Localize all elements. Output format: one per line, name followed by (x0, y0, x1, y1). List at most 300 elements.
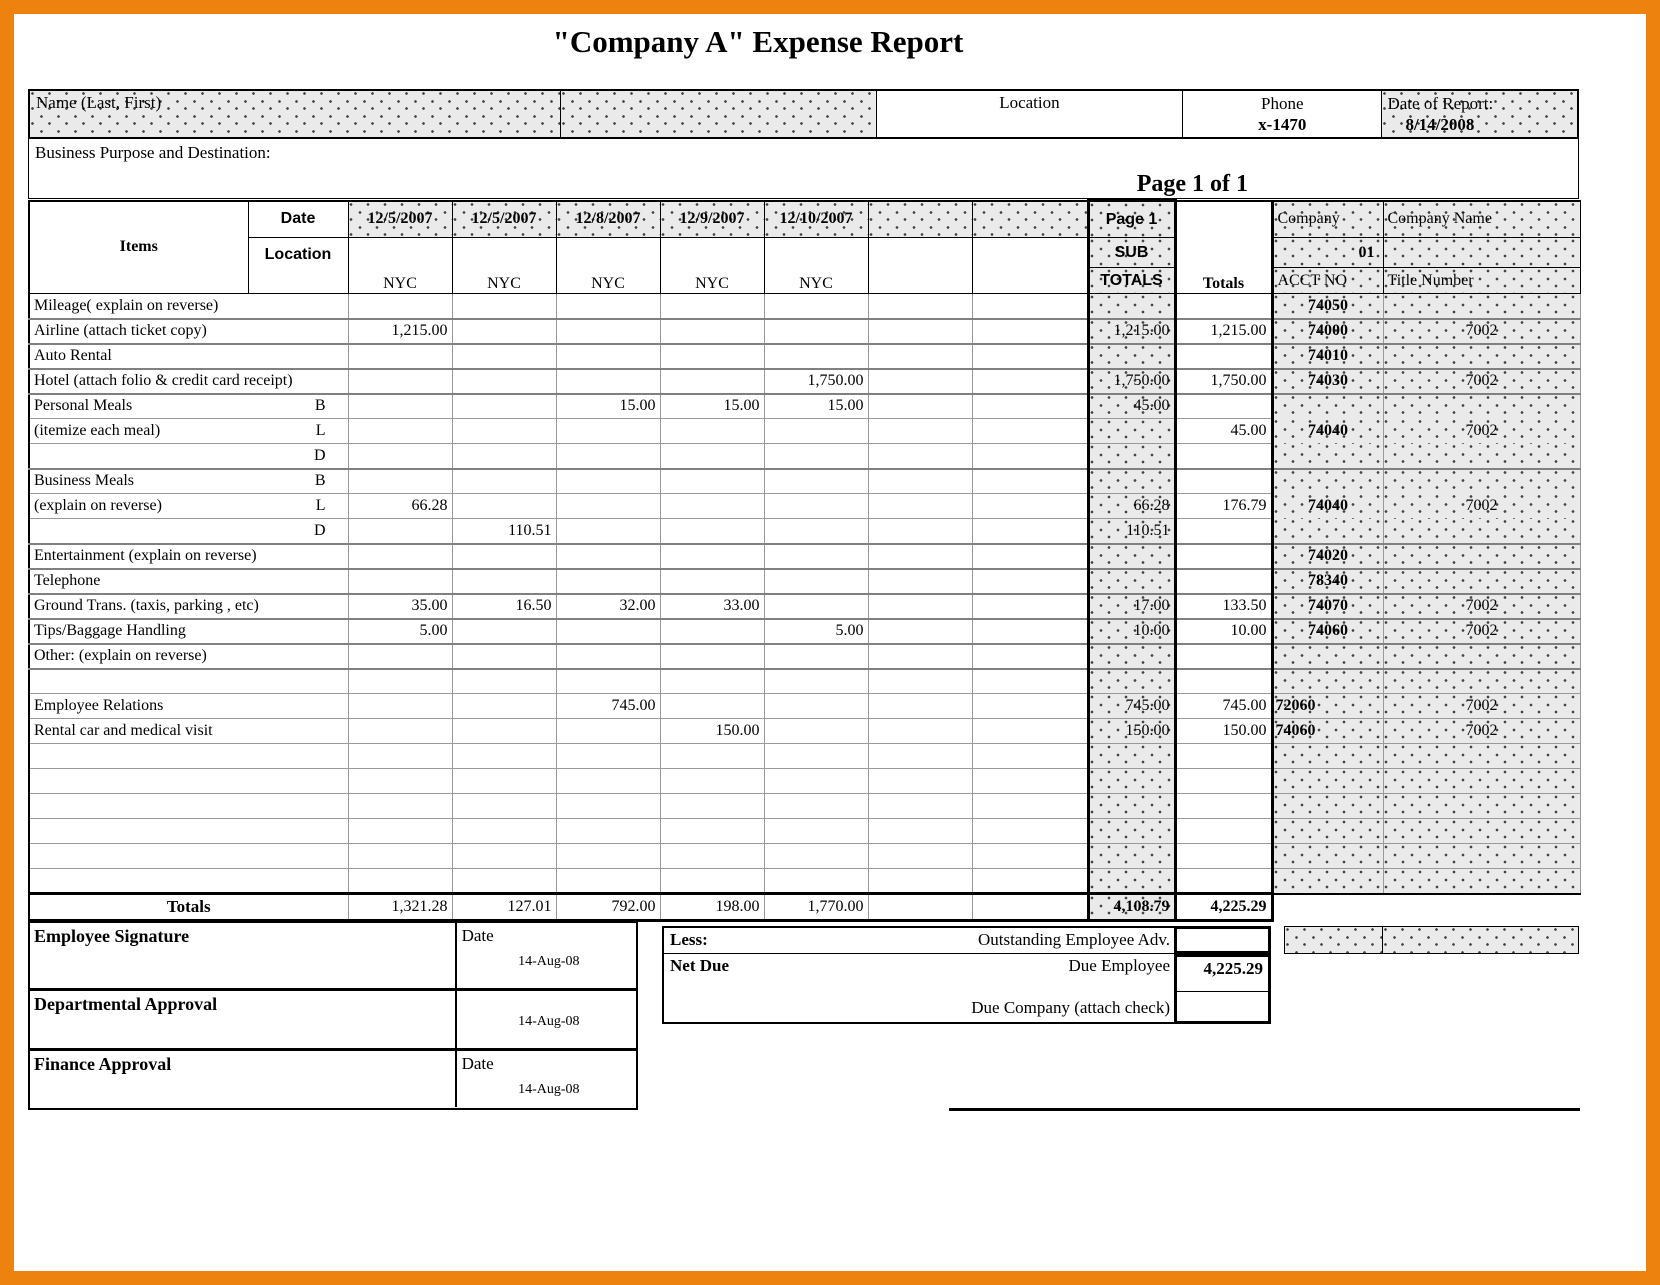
cell-day7 (972, 344, 1088, 369)
location-header-2: NYC (452, 238, 556, 294)
cell-total (1175, 294, 1272, 319)
cell-day1 (348, 744, 452, 769)
cell-day5: 15.00 (764, 394, 868, 419)
cell-acct-no: 74030 (1272, 369, 1383, 394)
items-header: Items (29, 201, 248, 294)
cell-day6 (868, 744, 972, 769)
cell-subtotal (1088, 469, 1175, 494)
header-row (28, 89, 1579, 139)
cell-day2 (452, 844, 556, 869)
cell-acct-no (1272, 744, 1383, 769)
date-value: 14-Aug-08 (518, 954, 580, 969)
cell-day4 (660, 869, 764, 894)
cell-total (1175, 769, 1272, 794)
cell-day2 (452, 744, 556, 769)
cell-total: 176.79 (1175, 494, 1272, 519)
cell-day5 (764, 569, 868, 594)
table-row (29, 494, 1580, 519)
company-header: Company (1272, 201, 1383, 238)
cell-day5: 5.00 (764, 619, 868, 644)
cell-day1 (348, 294, 452, 319)
finance-approval-date (457, 1051, 636, 1107)
phone-label: Phone (1260, 94, 1304, 113)
totals-grand: 4,225.29 (1175, 894, 1272, 921)
cell-acct-no: 74070 (1272, 594, 1383, 619)
cell-total (1175, 669, 1272, 694)
table-row (29, 719, 1580, 744)
name-field-entry (561, 91, 877, 137)
cell-total: 150.00 (1175, 719, 1272, 744)
meal-letter: L (315, 497, 326, 514)
cell-day2 (452, 369, 556, 394)
cell-title-number (1383, 469, 1580, 494)
table-row (29, 569, 1580, 594)
cell-day4 (660, 844, 764, 869)
totals-day3: 792.00 (556, 894, 660, 921)
cell-day6 (868, 819, 972, 844)
cell-subtotal (1088, 869, 1175, 894)
company-number: 01 (1272, 238, 1383, 268)
item-label: Airline (attach ticket copy) (29, 319, 348, 344)
departmental-approval-label: Departmental Approval (30, 991, 457, 1048)
cell-day7 (972, 794, 1088, 819)
cell-subtotal (1088, 544, 1175, 569)
cell-day7 (972, 744, 1088, 769)
cell-subtotal (1088, 294, 1175, 319)
cell-day2 (452, 294, 556, 319)
cell-acct-no: 78340 (1272, 569, 1383, 594)
cell-day1 (348, 369, 452, 394)
date-header-6 (868, 201, 972, 238)
totals-day7 (972, 894, 1088, 921)
cell-total: 1,750.00 (1175, 369, 1272, 394)
cell-total (1175, 744, 1272, 769)
cell-day2 (452, 619, 556, 644)
cell-day5 (764, 644, 868, 669)
cell-total (1175, 394, 1272, 419)
due-company-row (662, 992, 1271, 1024)
expense-table (28, 199, 1581, 922)
cell-subtotal (1088, 744, 1175, 769)
cell-day7 (972, 544, 1088, 569)
cell-subtotal: 66.28 (1088, 494, 1175, 519)
cell-day6 (868, 569, 972, 594)
cell-acct-no (1272, 819, 1383, 844)
date-row-label: Date (248, 201, 348, 238)
cell-day6 (868, 694, 972, 719)
cell-day1 (348, 344, 452, 369)
cell-day3: 32.00 (556, 594, 660, 619)
cell-total (1175, 819, 1272, 844)
cell-day2 (452, 569, 556, 594)
meal-letter: B (314, 472, 326, 490)
cell-day3 (556, 794, 660, 819)
page-indicator: Page 1 of 1 (1136, 171, 1248, 197)
cell-day7 (972, 769, 1088, 794)
cell-acct-no: 72060 (1272, 694, 1383, 719)
item-label (29, 444, 348, 469)
table-row (29, 819, 1580, 844)
item-label: Personal Meals B (29, 394, 348, 419)
company-name-blank (1383, 238, 1580, 268)
totals-day1: 1,321.28 (348, 894, 452, 921)
cell-day3 (556, 569, 660, 594)
cell-total: 1,215.00 (1175, 319, 1272, 344)
cell-day7 (972, 394, 1088, 419)
cell-acct-no (1272, 869, 1383, 894)
totals-row-label: Totals (29, 894, 348, 921)
cell-day2 (452, 394, 556, 419)
table-row (29, 344, 1580, 369)
cell-day6 (868, 869, 972, 894)
cell-day1 (348, 769, 452, 794)
item-label (29, 794, 348, 819)
account-dotted-strip (1284, 926, 1579, 954)
cell-title-number: 7002 (1383, 619, 1580, 644)
cell-day3 (556, 719, 660, 744)
meal-letter: D (313, 446, 326, 464)
item-label (29, 869, 348, 894)
table-row (29, 519, 1580, 544)
cell-day7 (972, 569, 1088, 594)
cell-acct-no: 74040 (1272, 419, 1383, 444)
cell-day1 (348, 444, 452, 469)
cell-subtotal: 10.00 (1088, 619, 1175, 644)
cell-acct-no (1272, 669, 1383, 694)
cell-day6 (868, 669, 972, 694)
item-label: Business Meals B (29, 469, 348, 494)
table-row (29, 544, 1580, 569)
cell-day7 (972, 644, 1088, 669)
totals-day2: 127.01 (452, 894, 556, 921)
table-row (29, 769, 1580, 794)
cell-acct-no (1272, 394, 1383, 419)
cell-day1 (348, 419, 452, 444)
cell-day3 (556, 844, 660, 869)
cell-day5 (764, 494, 868, 519)
cell-day1: 1,215.00 (348, 319, 452, 344)
cell-day4 (660, 294, 764, 319)
cell-day6 (868, 644, 972, 669)
cell-day1: 66.28 (348, 494, 452, 519)
cell-title-number (1383, 294, 1580, 319)
cell-subtotal (1088, 844, 1175, 869)
cell-day5 (764, 694, 868, 719)
cell-day7 (972, 294, 1088, 319)
cell-day3: 745.00 (556, 694, 660, 719)
cell-day7 (972, 319, 1088, 344)
cell-total (1175, 469, 1272, 494)
cell-day4: 150.00 (660, 719, 764, 744)
cell-day7 (972, 444, 1088, 469)
cell-day4 (660, 794, 764, 819)
table-row (29, 394, 1580, 419)
phone-field (1183, 91, 1382, 137)
cell-day3 (556, 769, 660, 794)
cell-day1 (348, 669, 452, 694)
location-header-5: NYC (764, 238, 868, 294)
cell-day3 (556, 819, 660, 844)
cell-title-number: 7002 (1383, 419, 1580, 444)
table-row (29, 619, 1580, 644)
cell-day2 (452, 469, 556, 494)
cell-subtotal: 745.00 (1088, 694, 1175, 719)
totals-column-header: Totals (1175, 201, 1272, 294)
cell-subtotal: 1,750.00 (1088, 369, 1175, 394)
cell-day4 (660, 744, 764, 769)
cell-title-number (1383, 344, 1580, 369)
cell-day7 (972, 869, 1088, 894)
cell-total: 745.00 (1175, 694, 1272, 719)
cell-day2 (452, 344, 556, 369)
item-label (29, 844, 348, 869)
item-label: Auto Rental (29, 344, 348, 369)
phone-value: x-1470 (1258, 115, 1307, 134)
cell-day5 (764, 544, 868, 569)
cell-day1 (348, 694, 452, 719)
cell-day6 (868, 794, 972, 819)
date-of-report-label: Date of Report: (1387, 94, 1494, 113)
due-company-value (1174, 992, 1271, 1024)
cell-acct-no (1272, 519, 1383, 544)
cell-title-number (1383, 819, 1580, 844)
title-strip-cell (1382, 926, 1579, 954)
cell-day5 (764, 319, 868, 344)
item-label (29, 819, 348, 844)
cell-day4 (660, 444, 764, 469)
item-label (29, 519, 348, 544)
item-label: Hotel (attach folio & credit card receipt) (29, 369, 348, 394)
signature-block (28, 920, 638, 1110)
cell-day2 (452, 444, 556, 469)
cell-acct-no: 74010 (1272, 344, 1383, 369)
cell-day2 (452, 544, 556, 569)
location-header-4: NYC (660, 238, 764, 294)
cell-title-number (1383, 744, 1580, 769)
cell-day2 (452, 769, 556, 794)
date-header-3: 12/8/2007 (556, 201, 660, 238)
bottom-rule-line (949, 1108, 1580, 1111)
cell-day2 (452, 719, 556, 744)
cell-acct-no: 74060 (1272, 719, 1383, 744)
cell-day4 (660, 819, 764, 844)
meal-letter: B (314, 397, 326, 415)
table-row (29, 594, 1580, 619)
cell-total (1175, 569, 1272, 594)
cell-title-number (1383, 869, 1580, 894)
cell-title-number (1383, 569, 1580, 594)
cell-day6 (868, 369, 972, 394)
less-row (662, 926, 1271, 954)
cell-title-number: 7002 (1383, 369, 1580, 394)
cell-day4 (660, 519, 764, 544)
item-label: Telephone (29, 569, 348, 594)
name-field: Name (Last, First) (30, 91, 561, 137)
cell-day5 (764, 844, 868, 869)
cell-subtotal: 1,215.00 (1088, 319, 1175, 344)
signature-row-employee (30, 923, 636, 991)
cell-day7 (972, 594, 1088, 619)
cell-day5 (764, 669, 868, 694)
signature-row-departmental (30, 991, 636, 1051)
cell-day2 (452, 669, 556, 694)
blank (1272, 894, 1580, 921)
cell-acct-no (1272, 644, 1383, 669)
cell-day2 (452, 819, 556, 844)
cell-day3 (556, 319, 660, 344)
cell-day6 (868, 719, 972, 744)
cell-day4 (660, 619, 764, 644)
cell-day4 (660, 344, 764, 369)
signature-row-finance (30, 1051, 636, 1107)
cell-day3 (556, 644, 660, 669)
cell-title-number (1383, 844, 1580, 869)
totals-subtotal: 4,108.79 (1088, 894, 1175, 921)
cell-acct-no: 74020 (1272, 544, 1383, 569)
cell-subtotal (1088, 444, 1175, 469)
item-label: Other: (explain on reverse) (29, 644, 348, 669)
cell-day7 (972, 819, 1088, 844)
cell-subtotal (1088, 769, 1175, 794)
cell-day1 (348, 394, 452, 419)
cell-acct-no (1272, 769, 1383, 794)
date-header-1: 12/5/2007 (348, 201, 452, 238)
totals-day6 (868, 894, 972, 921)
business-purpose-label: Business Purpose and Destination: (35, 143, 271, 162)
table-row (29, 369, 1580, 394)
cell-total: 45.00 (1175, 419, 1272, 444)
cell-day3 (556, 869, 660, 894)
item-label: Ground Trans. (taxis, parking , etc) (29, 594, 348, 619)
cell-day5 (764, 769, 868, 794)
cell-day1 (348, 869, 452, 894)
acct-no-header: ACCT NO (1272, 268, 1383, 294)
table-row (29, 644, 1580, 669)
cell-acct-no (1272, 844, 1383, 869)
table-row (29, 444, 1580, 469)
location-row-label: Location (248, 238, 348, 294)
cell-day6 (868, 844, 972, 869)
cell-title-number: 7002 (1383, 594, 1580, 619)
cell-day7 (972, 844, 1088, 869)
meal-letter: L (315, 422, 326, 439)
cell-day7 (972, 694, 1088, 719)
cell-day5 (764, 294, 868, 319)
cell-day6 (868, 344, 972, 369)
cell-subtotal (1088, 819, 1175, 844)
item-label (29, 669, 348, 694)
table-row (29, 694, 1580, 719)
employee-signature-label: Employee Signature (30, 923, 457, 988)
cell-day4 (660, 494, 764, 519)
cell-day6 (868, 519, 972, 544)
cell-title-number (1383, 544, 1580, 569)
cell-day4 (660, 544, 764, 569)
cell-title-number (1383, 519, 1580, 544)
cell-acct-no: 74050 (1272, 294, 1383, 319)
cell-day1 (348, 819, 452, 844)
cell-title-number: 7002 (1383, 719, 1580, 744)
cell-day2 (452, 419, 556, 444)
cell-day6 (868, 619, 972, 644)
cell-total (1175, 344, 1272, 369)
due-company-labels (662, 992, 1174, 1024)
totals-day4: 198.00 (660, 894, 764, 921)
cell-day4 (660, 694, 764, 719)
cell-day7 (972, 419, 1088, 444)
net-due-label: Net Due (670, 956, 730, 975)
totals-row (29, 894, 1580, 921)
cell-title-number (1383, 394, 1580, 419)
cell-day3 (556, 619, 660, 644)
item-label: Employee Relations (29, 694, 348, 719)
less-labels (662, 926, 1174, 954)
cell-day6 (868, 419, 972, 444)
cell-day7 (972, 669, 1088, 694)
cell-day6 (868, 494, 972, 519)
item-label (29, 744, 348, 769)
cell-acct-no (1272, 444, 1383, 469)
cell-day3 (556, 369, 660, 394)
cell-day5 (764, 344, 868, 369)
cell-day3 (556, 544, 660, 569)
table-row (29, 744, 1580, 769)
cell-day5 (764, 869, 868, 894)
location-field: Location (877, 91, 1183, 137)
cell-day6 (868, 294, 972, 319)
cell-total (1175, 444, 1272, 469)
cell-day4 (660, 369, 764, 394)
cell-day4 (660, 319, 764, 344)
cell-subtotal (1088, 569, 1175, 594)
cell-day3 (556, 519, 660, 544)
cell-subtotal (1088, 644, 1175, 669)
cell-day4 (660, 569, 764, 594)
location-header-3: NYC (556, 238, 660, 294)
cell-day5 (764, 719, 868, 744)
meal-letter: D (313, 521, 326, 539)
cell-day1 (348, 469, 452, 494)
cell-subtotal: 150.00 (1088, 719, 1175, 744)
table-row (29, 844, 1580, 869)
due-company-label: Due Company (attach check) (971, 998, 1170, 1017)
cell-day1 (348, 719, 452, 744)
net-due-row (662, 954, 1271, 992)
cell-total (1175, 869, 1272, 894)
cell-title-number (1383, 669, 1580, 694)
acct-strip-cell (1284, 926, 1382, 954)
cell-total (1175, 519, 1272, 544)
date-header-7 (972, 201, 1088, 238)
table-row (29, 669, 1580, 694)
outstanding-adv-label: Outstanding Employee Adv. (977, 930, 1170, 949)
cell-day2: 16.50 (452, 594, 556, 619)
cell-day4 (660, 419, 764, 444)
totals-day5: 1,770.00 (764, 894, 868, 921)
employee-signature-date (457, 923, 636, 988)
cell-day4: 15.00 (660, 394, 764, 419)
outstanding-adv-value (1174, 926, 1271, 954)
cell-day2 (452, 869, 556, 894)
cell-day3 (556, 294, 660, 319)
cell-day3 (556, 669, 660, 694)
business-purpose-row (28, 139, 1579, 199)
cell-subtotal: 110.51 (1088, 519, 1175, 544)
location-header-6 (868, 238, 972, 294)
cell-day7 (972, 369, 1088, 394)
less-label: Less: (670, 930, 708, 949)
item-label (29, 769, 348, 794)
